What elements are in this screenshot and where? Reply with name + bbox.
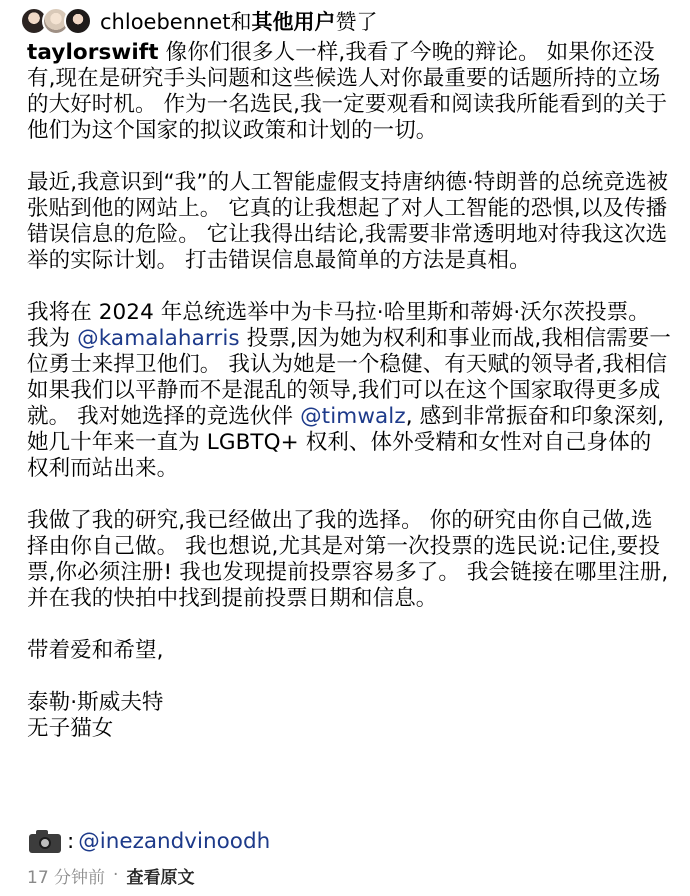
caption-text: 投票,因为她为权利和事业而战,我相信需要一位勇士来捍卫他们。 我认为她是一个稳健、有天赋的领导者,我相信如果我们以平静而不是混乱的领导,我们可以在这个国家取得更多成就。 我对她选择的竞选伙伴 [27, 326, 671, 429]
caption-paragraph-2: 最近,我意识到“我”的人工智能虚假支持唐纳德·特朗普的总统竞选被张贴到他的网站上。 它真的让我想起了对人工智能的恐惧,以及传播错误信息的危险。 它让我得出结论,我需要非常透明地对待我这次选举的实际计划。 打击错误信息最简单的方法是真相。 [27, 170, 669, 273]
signature-name: 泰勒·斯威夫特 [27, 690, 164, 715]
caption-text: 我将在 2024 年总统选举中为卡马拉·哈里斯和蒂姆·沃尔茨投票。 我为 [27, 300, 650, 351]
avatar[interactable] [64, 7, 92, 35]
photo-credit-row [27, 826, 270, 856]
camera-icon [27, 828, 65, 854]
signature-title: 无子猫女 [27, 716, 114, 741]
post-footer [27, 862, 194, 888]
signature [27, 690, 672, 742]
likes-summary[interactable] [100, 6, 377, 36]
caption-paragraph-5: 带着爱和希望, [27, 638, 164, 663]
author-username[interactable]: taylorswift [27, 40, 159, 65]
caption-text: 像你们很多人一样,我看了今晚的辩论。 如果你还没有,现在是研究手头问题和这些候选人对你最重要的话题所持的立场的大好时机。 作为一名选民,我一定要观看和阅读我所能看到的关于他们为这个国家的拟议政策和计划的一切。 [27, 40, 668, 143]
caption-paragraph-1 [27, 40, 672, 144]
mention-kamalaharris[interactable]: @kamalaharris [77, 326, 240, 351]
liker-avatars[interactable] [20, 7, 96, 35]
caption-text: , 感到非常振奋和印象深刻,她几十年来一直为 LGBTQ+ 权利、体外受精和女性对自己身体的权利而站出来。 [27, 404, 665, 481]
liker-username[interactable]: chloebennet [100, 10, 231, 34]
separator-dot: · [113, 865, 119, 885]
likes-suffix: 赞了 [335, 10, 378, 34]
photo-credit-colon: : [67, 828, 75, 854]
mention-inezandvinoodh[interactable]: @inezandvinoodh [78, 828, 271, 854]
see-original-button[interactable]: 查看原文 [126, 867, 195, 888]
likes-others-link[interactable]: 其他用户 [251, 10, 336, 34]
post-caption [27, 40, 672, 742]
likes-row[interactable] [20, 4, 377, 38]
caption-paragraph-3 [27, 300, 672, 482]
likes-connector: 和 [230, 10, 252, 34]
mention-timwalz[interactable]: @timwalz [300, 404, 406, 429]
caption-paragraph-4: 我做了我的研究,我已经做出了我的选择。 你的研究由你自己做,选择由你自己做。 我也想说,尤其是对第一次投票的选民说:记住,要投票,你必须注册! 我也发现提前投票容易多了。 我会链接在哪里注册,并在我的快拍中找到提前投票日期和信息。 [27, 508, 669, 611]
post-timestamp: 17 分钟前 [27, 867, 106, 888]
